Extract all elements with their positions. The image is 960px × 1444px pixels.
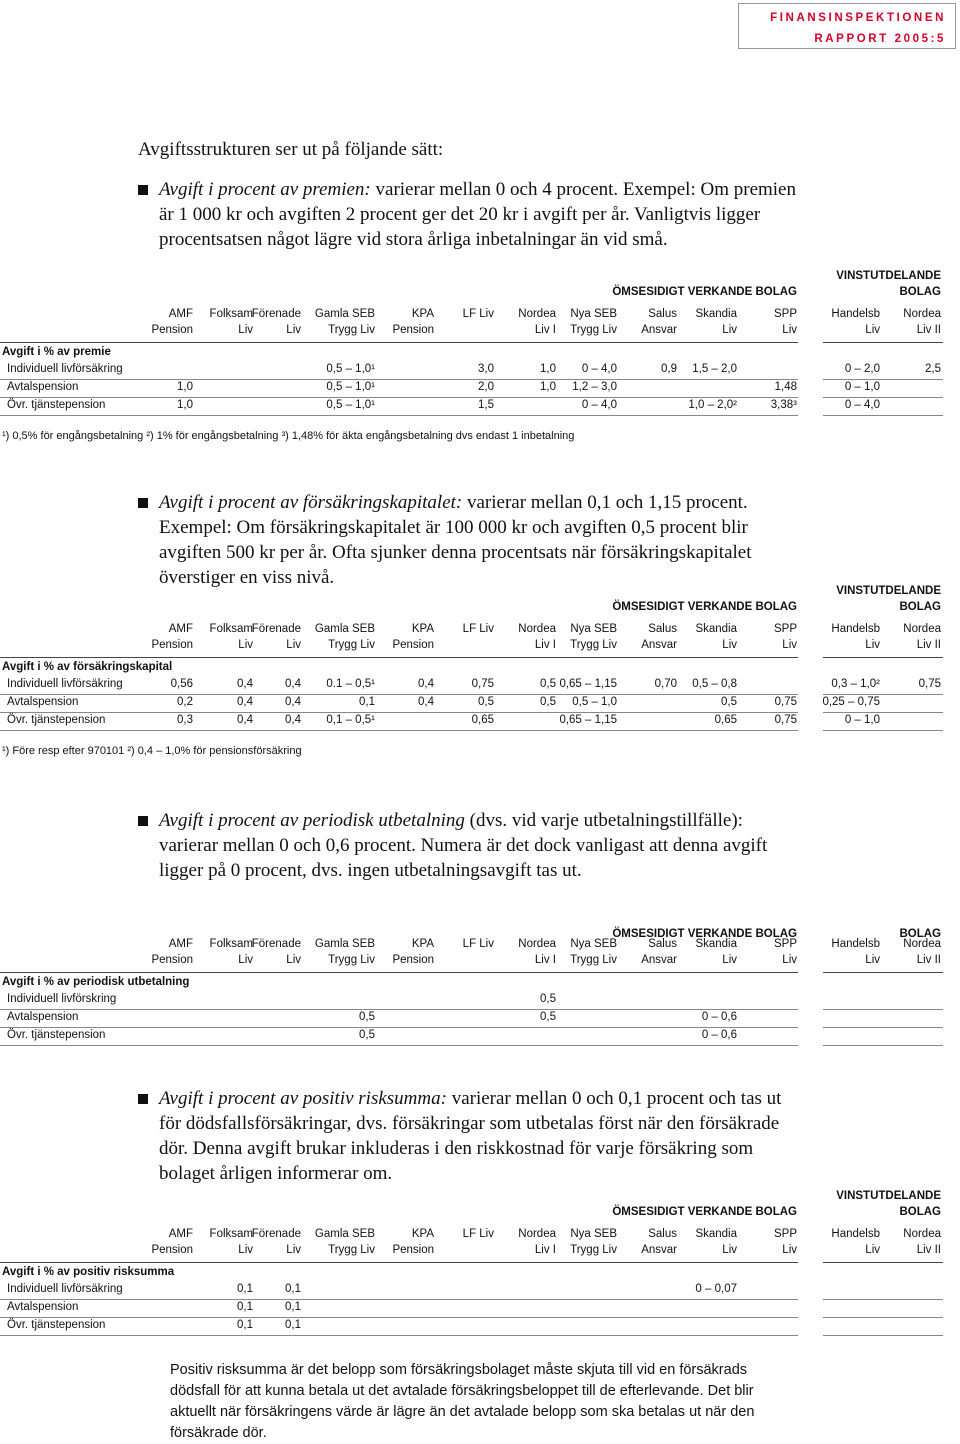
header-divider — [0, 342, 798, 343]
bullet-lead: Avgift i procent av premien: — [159, 179, 371, 200]
row-label: Individuell livförsäkring — [7, 1283, 123, 1295]
bullet-square-icon — [138, 498, 148, 508]
col-header: Pension — [392, 324, 434, 336]
table-cell: 0,25 – 0,75 — [822, 696, 880, 708]
col-header: Pension — [151, 639, 193, 651]
table-cell: 0,4 — [237, 714, 253, 726]
col-header: Liv — [782, 324, 797, 336]
col-header: Handelsb — [831, 623, 880, 635]
col-header: Gamla SEB — [314, 623, 375, 635]
col-header: KPA — [411, 1228, 434, 1240]
table-cell: 1,5 – 2,0 — [692, 363, 737, 375]
col-header: Liv — [286, 639, 301, 651]
col-header: Ansvar — [641, 639, 677, 651]
closing-note: Positiv risksumma är det belopp som försäkringsbolaget måste skjuta till vid en försäkrads dödsfall för att kunna betala ut det avtalade försäkringsbeloppet till de efterlevande. Det blir aktuellt när försäkringens värde är lägre än det avtalade belopp som ska betalas ut när den försäkrade dör. — [170, 1362, 755, 1441]
table-title: Avgift i % av positiv risksumma — [2, 1266, 175, 1278]
col-header: Pension — [392, 1244, 434, 1256]
col-header: Liv — [782, 954, 797, 966]
col-header: AMF — [168, 623, 193, 635]
table-cell: 1,0 — [540, 381, 556, 393]
table-cell: 0,5 – 1,0¹ — [326, 363, 375, 375]
table-cell: 1,2 – 3,0 — [572, 381, 617, 393]
col-header: KPA — [411, 938, 434, 950]
bullet-text: varierar mellan 0 och 4 procent. Exempel: Om premien är 1 000 kr och avgiften 2 procent ger det 20 kr i avgift per år. Vanligtvis ligger procentsatsen något lägre vid stora årliga inbetalningar än vid små. — [159, 179, 796, 250]
bullet-square-icon — [138, 185, 148, 195]
table-cell: 0 – 4,0 — [581, 399, 617, 411]
col-header: Liv II — [916, 639, 941, 651]
row-divider — [823, 415, 943, 416]
row-divider — [0, 1009, 798, 1010]
table-cell: 0,1 — [237, 1301, 253, 1313]
col-header: Gamla SEB — [314, 308, 375, 320]
group-nonprofit-label: VINSTUTDELANDE — [836, 1190, 941, 1202]
table-cell: 0,5 — [540, 1011, 556, 1023]
col-header: Skandia — [695, 938, 737, 950]
group-mutual-label: ÖMSESIDIGT VERKANDE BOLAG — [612, 601, 797, 613]
col-header: KPA — [411, 308, 434, 320]
bullet-premium — [138, 177, 798, 252]
col-header: Liv — [865, 1244, 880, 1256]
row-divider — [0, 379, 798, 380]
col-header: Liv I — [534, 324, 556, 336]
col-header: Liv — [286, 1244, 301, 1256]
table-cell: 0,5 — [478, 696, 494, 708]
col-header: Nordea — [518, 623, 556, 635]
col-header: Salus — [648, 623, 677, 635]
bullet-lead: Avgift i procent av försäkringskapitalet: — [159, 492, 463, 513]
col-header: Trygg Liv — [328, 639, 375, 651]
table-cell: 0,4 — [237, 696, 253, 708]
col-header: Trygg Liv — [570, 639, 617, 651]
col-header: Liv — [238, 1244, 253, 1256]
col-header: Nordea — [903, 938, 941, 950]
col-header: LF Liv — [462, 623, 494, 635]
header-divider — [0, 657, 798, 658]
table-cell: 0,1 — [359, 696, 375, 708]
col-header: Nordea — [518, 1228, 556, 1240]
col-header: Trygg Liv — [570, 954, 617, 966]
table-cell: 0,5 — [540, 696, 556, 708]
row-divider — [823, 1299, 943, 1300]
org-name: FINANSINSPEKTIONEN — [770, 12, 946, 24]
col-header: Handelsb — [831, 938, 880, 950]
table-title: Avgift i % av premie — [2, 346, 111, 358]
table-cell: 0,5 — [359, 1011, 375, 1023]
col-header: Liv I — [534, 1244, 556, 1256]
col-header: Skandia — [695, 623, 737, 635]
col-header: Nya SEB — [570, 308, 617, 320]
table-cell: 2,0 — [478, 381, 494, 393]
col-header: Nordea — [903, 623, 941, 635]
table-cell: 0,5 – 1,0¹ — [326, 399, 375, 411]
col-header: LF Liv — [462, 938, 494, 950]
row-divider — [823, 1317, 943, 1318]
table-cell: 0,75 — [471, 678, 494, 690]
table-cell: 0 – 0,07 — [695, 1283, 737, 1295]
row-divider — [0, 1317, 798, 1318]
col-header: Trygg Liv — [328, 324, 375, 336]
row-divider — [0, 1299, 798, 1300]
bullet-text: varierar mellan 0 och 0,1 procent och tas ut för dödsfallsförsäkringar, dvs. försäkringar som utbetalas först när den försäkrade dör. Denna avgift brukar inkluderas i den riskkostnad för varje försäkring som bolaget årligen informerar om. — [159, 1088, 782, 1184]
col-header: Handelsb — [831, 1228, 880, 1240]
col-header: Nordea — [903, 1228, 941, 1240]
row-divider — [823, 397, 943, 398]
col-header: Liv — [722, 324, 737, 336]
col-header: Salus — [648, 1228, 677, 1240]
col-header: Nya SEB — [570, 623, 617, 635]
col-header: Folksam — [209, 308, 253, 320]
bullet-risk — [138, 1086, 798, 1186]
col-header: Förenade — [251, 308, 301, 320]
table-cell: 0,4 — [418, 678, 434, 690]
table-cell: 0,65 – 1,15 — [559, 678, 617, 690]
col-header: Trygg Liv — [328, 1244, 375, 1256]
col-header: Folksam — [209, 938, 253, 950]
report-header-box — [738, 3, 956, 49]
col-header: SPP — [773, 308, 797, 320]
col-header: AMF — [168, 938, 193, 950]
table-cell: 0 – 4,0 — [844, 399, 880, 411]
row-label: Övr. tjänstepension — [7, 1319, 106, 1331]
col-header: Nordea — [518, 308, 556, 320]
table-cell: 0,5 – 0,8 — [692, 678, 737, 690]
table-title: Avgift i % av försäkringskapital — [2, 661, 173, 673]
group-nonprofit-label: BOLAG — [899, 1206, 941, 1218]
col-header: Folksam — [209, 623, 253, 635]
table-cell: 0 – 1,0 — [844, 381, 880, 393]
table-cell: 0,9 — [661, 363, 677, 375]
table-cell: 0,65 — [714, 714, 737, 726]
col-header: Ansvar — [641, 324, 677, 336]
col-header: Liv — [286, 324, 301, 336]
bullet-text: (dvs. vid varje utbetalningstillfälle): varierar mellan 0 och 0,6 procent. Numera är det dock vanligast att denna avgift ligger på 0 procent, dvs. ingen utbetalningsavgift tas ut. — [159, 810, 768, 881]
col-header: Nya SEB — [570, 1228, 617, 1240]
row-label: Individuell livförskring — [7, 993, 117, 1005]
table-cell: 1,0 — [177, 381, 193, 393]
row-label: Individuell livförsäkring — [7, 678, 123, 690]
table-cell: 0 – 4,0 — [581, 363, 617, 375]
col-header: Liv — [782, 1244, 797, 1256]
table-cell: 3,38³ — [770, 399, 797, 411]
col-header: Förenade — [251, 623, 301, 635]
table-cell: 0,4 — [285, 678, 301, 690]
row-divider — [823, 1045, 943, 1046]
table-footnote: ¹) 0,5% för engångsbetalning ²) 1% för engångsbetalning ³) 1,48% för äkta engångsbetalning dvs endast 1 inbetalning — [2, 430, 575, 442]
group-nonprofit-label: BOLAG — [899, 928, 941, 940]
table-cell: 0,1 — [285, 1301, 301, 1313]
table-cell: 0,75 — [774, 714, 797, 726]
col-header: Liv — [238, 954, 253, 966]
table-cell: 0,65 – 1,15 — [559, 714, 617, 726]
table-cell: 0,75 — [774, 696, 797, 708]
row-divider — [0, 1335, 798, 1336]
col-header: Nya SEB — [570, 938, 617, 950]
row-label: Övr. tjänstepension — [7, 714, 106, 726]
col-header: SPP — [773, 938, 797, 950]
table-cell: 0,70 — [654, 678, 677, 690]
group-mutual-label: ÖMSESIDIGT VERKANDE BOLAG — [612, 286, 797, 298]
row-label: Övr. tjänstepension — [7, 399, 106, 411]
col-header: AMF — [168, 1228, 193, 1240]
table-cell: 1,0 — [177, 399, 193, 411]
table-cell: 0 – 1,0 — [844, 714, 880, 726]
row-label: Avtalspension — [7, 381, 79, 393]
table-cell: 0,3 – 1,0² — [831, 678, 880, 690]
table-cell: 0,3 — [177, 714, 193, 726]
table-cell: 0,5 — [540, 678, 556, 690]
table-cell: 0,56 — [170, 678, 193, 690]
row-divider — [0, 730, 798, 731]
table-footnote: ¹) Före resp efter 970101 ²) 0,4 – 1,0% för pensionsförsäkring — [2, 745, 302, 757]
bullet-square-icon — [138, 816, 148, 826]
col-header: Salus — [648, 308, 677, 320]
table-cell: 0,75 — [918, 678, 941, 690]
header-divider — [823, 342, 943, 343]
table-cell: 0,1 — [237, 1283, 253, 1295]
row-label: Avtalspension — [7, 696, 79, 708]
col-header: Gamla SEB — [314, 1228, 375, 1240]
row-divider — [823, 1335, 943, 1336]
table-cell: 0,5 — [540, 993, 556, 1005]
bullet-lead: Avgift i procent av periodisk utbetalning — [159, 810, 465, 831]
col-header: Pension — [151, 324, 193, 336]
row-divider — [0, 397, 798, 398]
col-header: Salus — [648, 938, 677, 950]
row-divider — [823, 730, 943, 731]
table-cell: 0,1 — [285, 1283, 301, 1295]
header-divider — [823, 657, 943, 658]
col-header: Liv II — [916, 954, 941, 966]
row-divider — [823, 379, 943, 380]
table-cell: 0 – 0,6 — [701, 1011, 737, 1023]
group-nonprofit-label: BOLAG — [899, 601, 941, 613]
table-cell: 0 – 0,6 — [701, 1029, 737, 1041]
table-cell: 1,5 — [478, 399, 494, 411]
table-cell: 1,0 — [540, 363, 556, 375]
row-divider — [0, 1045, 798, 1046]
table-cell: 0,4 — [418, 696, 434, 708]
col-header: Folksam — [209, 1228, 253, 1240]
table-cell: 0,5 – 1,0 — [572, 696, 617, 708]
row-divider — [823, 1009, 943, 1010]
row-divider — [823, 694, 943, 695]
table-cell: 3,0 — [478, 363, 494, 375]
bullet-capital — [138, 490, 798, 590]
col-header: Skandia — [695, 308, 737, 320]
col-header: SPP — [773, 623, 797, 635]
col-header: KPA — [411, 623, 434, 635]
col-header: Liv — [865, 324, 880, 336]
col-header: Liv II — [916, 1244, 941, 1256]
col-header: Pension — [151, 954, 193, 966]
table-cell: 0,2 — [177, 696, 193, 708]
table-cell: 0,5 – 1,0¹ — [326, 381, 375, 393]
col-header: Trygg Liv — [570, 1244, 617, 1256]
col-header: LF Liv — [462, 308, 494, 320]
table-cell: 1,0 – 2,0² — [688, 399, 737, 411]
table-cell: 0,4 — [237, 678, 253, 690]
table-cell: 0,1 – 0,5¹ — [326, 714, 375, 726]
col-header: Gamla SEB — [314, 938, 375, 950]
bullet-text: varierar mellan 0,1 och 1,15 procent. Exempel: Om försäkringskapitalet är 100 000 kr och avgiften 0,5 procent blir avgiften 500 kr per år. Ofta sjunker denna procentsats när försäkringskapitalet överstiger en viss nivå. — [159, 492, 752, 588]
col-header: Pension — [392, 639, 434, 651]
row-label: Individuell livförsäkring — [7, 363, 123, 375]
row-divider — [0, 415, 798, 416]
col-header: Liv — [238, 639, 253, 651]
col-header: Trygg Liv — [328, 954, 375, 966]
table-cell: 0,65 — [471, 714, 494, 726]
table-cell: 0,4 — [285, 696, 301, 708]
table-title: Avgift i % av periodisk utbetalning — [2, 976, 190, 988]
col-header: Liv — [865, 639, 880, 651]
row-label: Avtalspension — [7, 1011, 79, 1023]
col-header: LF Liv — [462, 1228, 494, 1240]
group-mutual-label: ÖMSESIDIGT VERKANDE BOLAG — [612, 928, 797, 940]
group-nonprofit-label: BOLAG — [899, 286, 941, 298]
group-mutual-label: ÖMSESIDIGT VERKANDE BOLAG — [612, 1206, 797, 1218]
col-header: Ansvar — [641, 1244, 677, 1256]
col-header: Liv — [722, 1244, 737, 1256]
col-header: Förenade — [251, 938, 301, 950]
table-cell: 0,1 — [285, 1319, 301, 1331]
col-header: Liv — [782, 639, 797, 651]
row-divider — [823, 712, 943, 713]
table-cell: 0,4 — [285, 714, 301, 726]
bullet-payout — [138, 808, 798, 883]
col-header: Liv — [722, 954, 737, 966]
row-divider — [823, 1027, 943, 1028]
col-header: Nordea — [518, 938, 556, 950]
report-number: RAPPORT 2005:5 — [814, 33, 946, 45]
col-header: Pension — [392, 954, 434, 966]
group-nonprofit-label: VINSTUTDELANDE — [836, 270, 941, 282]
table-cell: 1,48 — [774, 381, 797, 393]
col-header: Förenade — [251, 1228, 301, 1240]
table-cell: 2,5 — [925, 363, 941, 375]
row-label: Övr. tjänstepension — [7, 1029, 106, 1041]
col-header: Nordea — [903, 308, 941, 320]
col-header: Liv — [238, 324, 253, 336]
bullet-lead: Avgift i procent av positiv risksumma: — [159, 1088, 447, 1109]
col-header: SPP — [773, 1228, 797, 1240]
table-cell: 0,1 — [237, 1319, 253, 1331]
header-divider — [0, 1262, 798, 1263]
table-cell: 0,5 — [721, 696, 737, 708]
table-cell: 0.1 – 0,5¹ — [326, 678, 375, 690]
header-divider — [823, 972, 943, 973]
table-cell: 0 – 2,0 — [844, 363, 880, 375]
col-header: Liv I — [534, 639, 556, 651]
bullet-square-icon — [138, 1094, 148, 1104]
row-divider — [0, 1027, 798, 1028]
table-cell: 0,5 — [359, 1029, 375, 1041]
col-header: Handelsb — [831, 308, 880, 320]
col-header: Liv — [865, 954, 880, 966]
header-divider — [0, 972, 798, 973]
col-header: Skandia — [695, 1228, 737, 1240]
col-header: Liv II — [916, 324, 941, 336]
row-divider — [0, 694, 798, 695]
col-header: Pension — [151, 1244, 193, 1256]
col-header: AMF — [168, 308, 193, 320]
col-header: Liv I — [534, 954, 556, 966]
col-header: Ansvar — [641, 954, 677, 966]
row-divider — [0, 712, 798, 713]
intro-text: Avgiftsstrukturen ser ut på följande sätt: — [138, 139, 444, 160]
row-label: Avtalspension — [7, 1301, 79, 1313]
group-nonprofit-label: VINSTUTDELANDE — [836, 585, 941, 597]
col-header: Trygg Liv — [570, 324, 617, 336]
header-divider — [823, 1262, 943, 1263]
col-header: Liv — [286, 954, 301, 966]
col-header: Liv — [722, 639, 737, 651]
